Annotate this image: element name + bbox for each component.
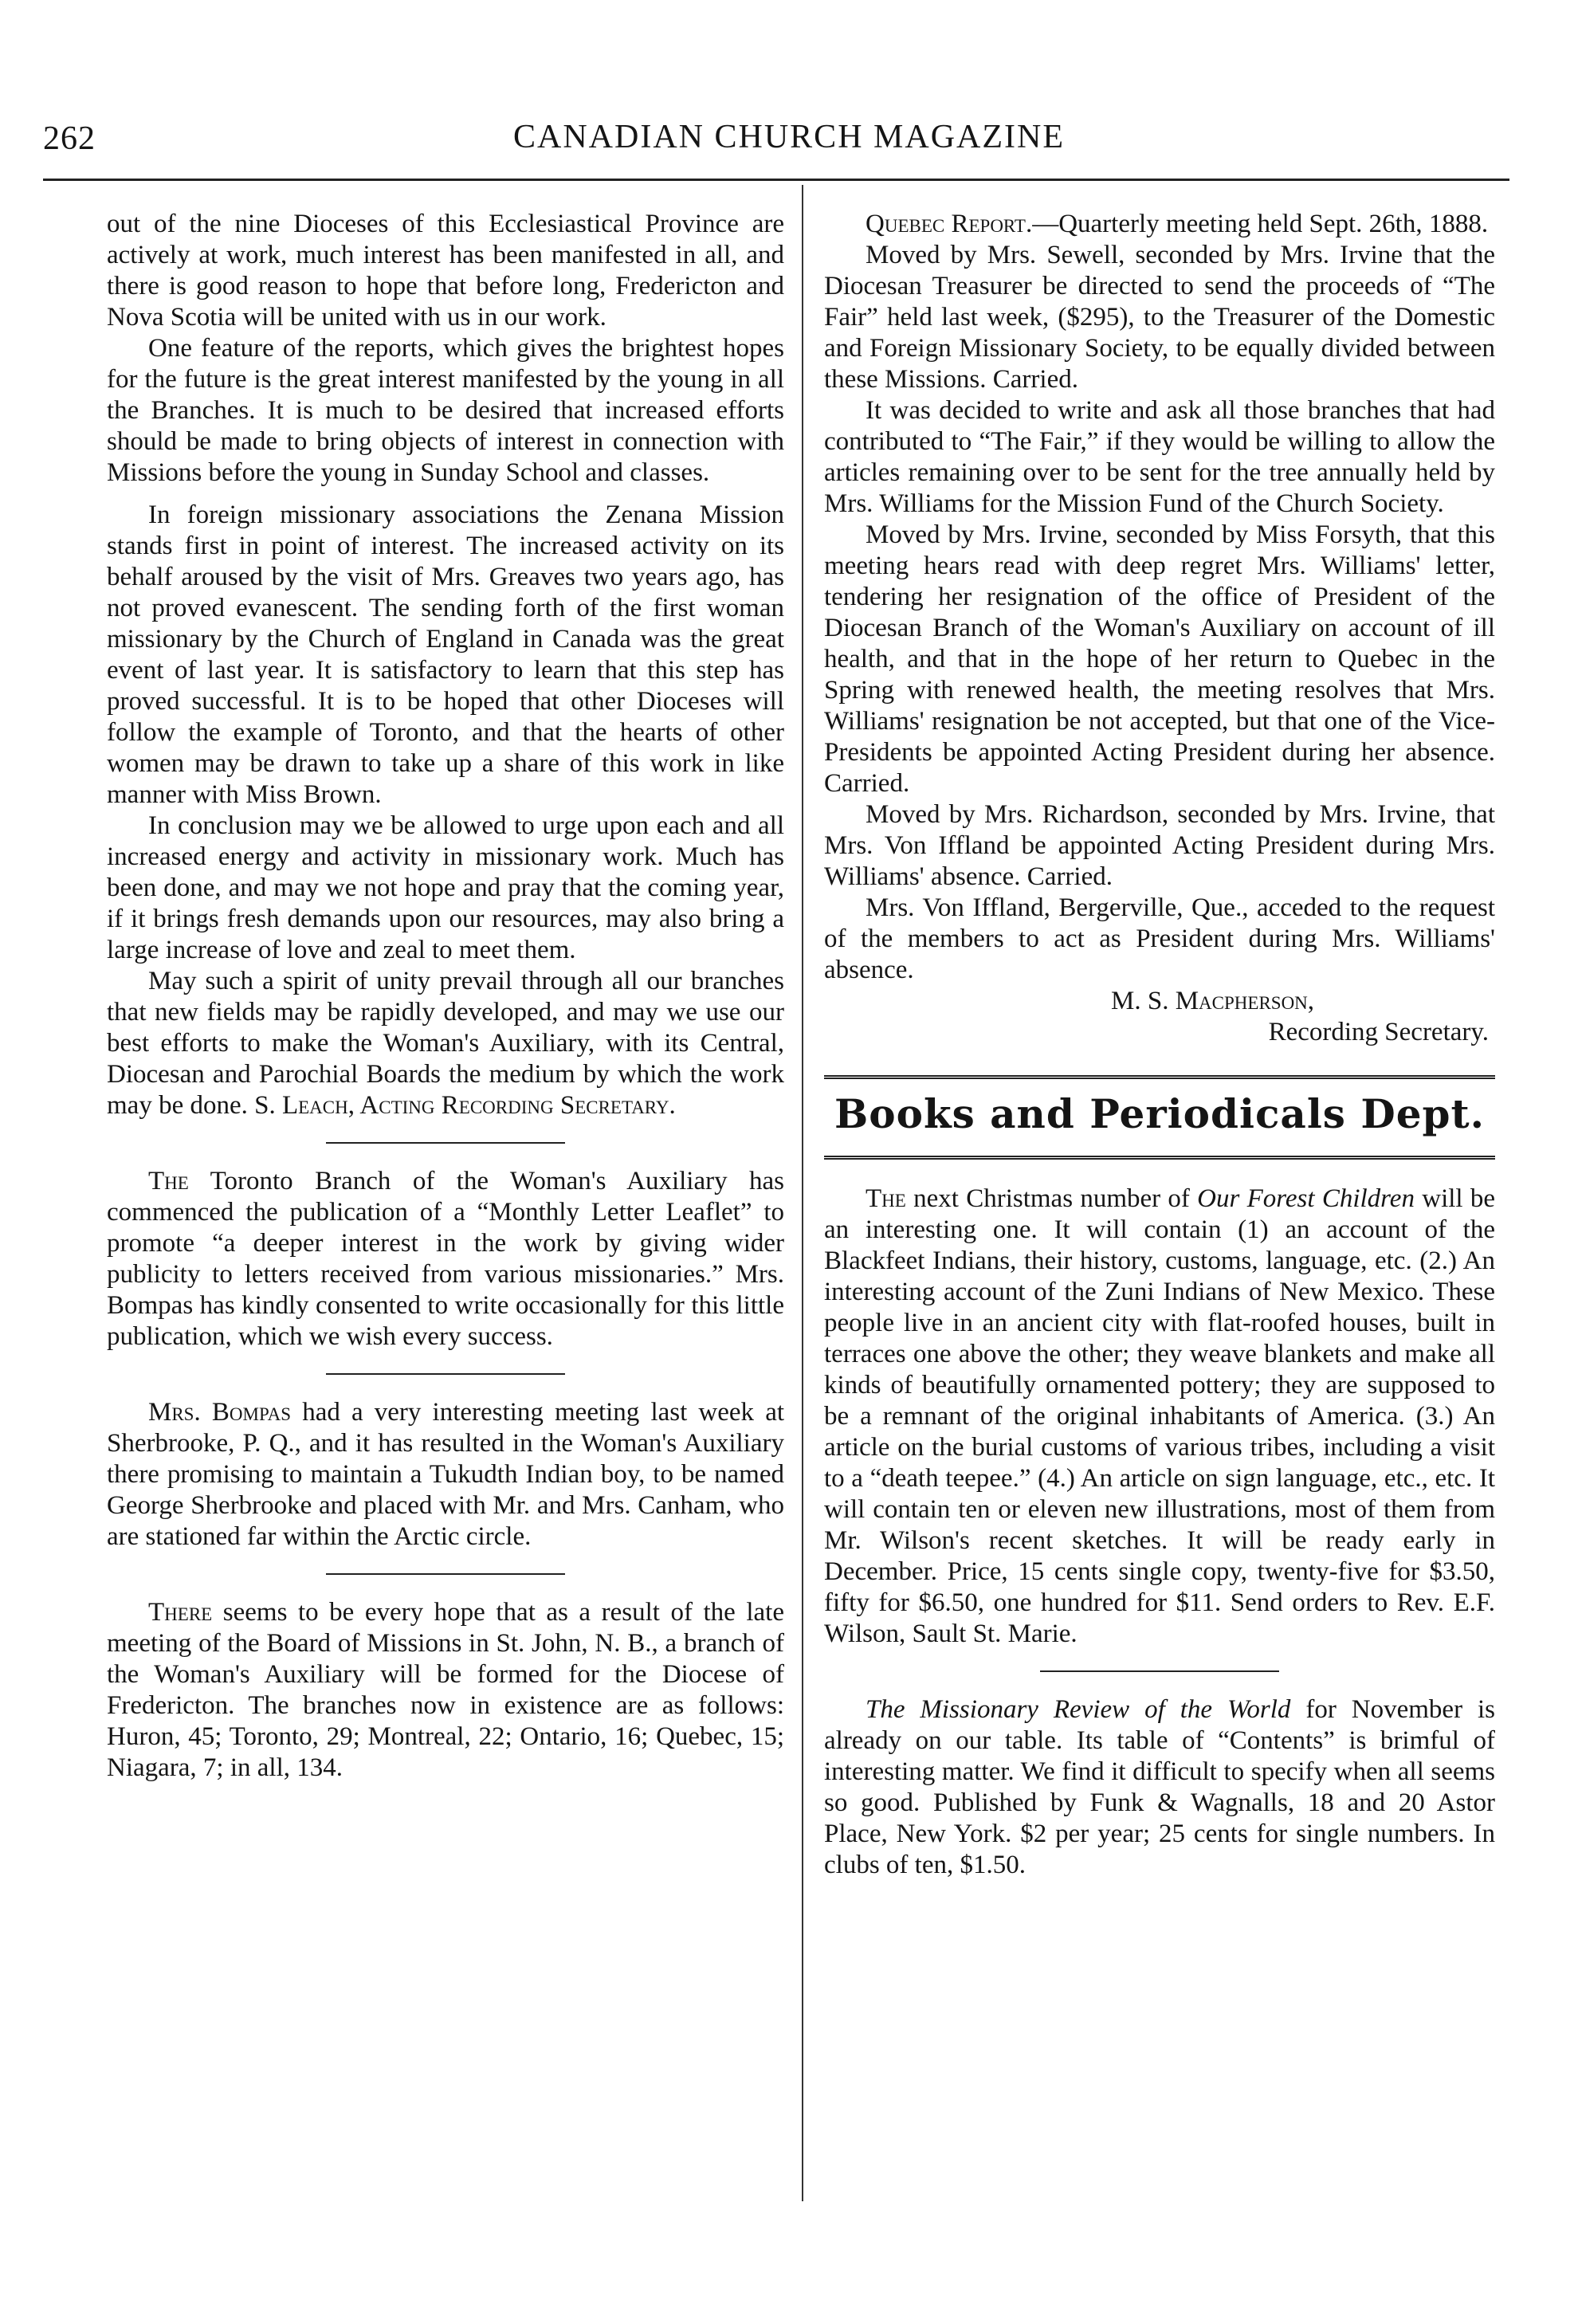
branches-text: seems to be every hope that as a result of the late meeting of the Board of Missions in St. John, N. B., a branch of the Woman's Auxiliary will be formed for the Diocese of Fredericton. The branches now in existence are as follows: Huron, 45; Toronto, 29; Montreal, 22; Ontario, 16; Quebec, 15; Niagara, 7; in all, 134.	[107, 1598, 785, 1782]
forest-text-b: will be an interesting one. It will contain (1) an account of the Blackfeet Indians, their history, customs, language, etc. (2.) An interesting account of the Zuni Indians of New Mexico. These people live in an ancient city with flat-roofed houses, built in terraces one above the other; they weave blankets and make all kinds of beautifully ornamented pottery; they are supposed to be a remnant of the original inhabitants of America. (3.) An article on the burial customs of various tribes, including a visit to a “death teepee.” (4.) An article on sign language, etc., etc. It will contain ten or eleven new illustrations, most of them from Mr. Wilson's recent sketches. It will be ready early in December. Price, 15 cents single copy, twenty-five for $3.50, fifty for $6.50, one hundred for $11. Send orders to Rev. E.F. Wilson, Sault St. Marie.	[824, 1184, 1495, 1648]
paragraph-acting-president: Moved by Mrs. Richardson, seconded by Mrs. Irvine, that Mrs. Von Iffland be appointed Acting President during Mrs. Williams' absence. Carried.	[824, 800, 1495, 891]
section-rule	[326, 1573, 565, 1575]
signature-title: Recording Secretary.	[1268, 1018, 1489, 1046]
unity-text: May such a spirit of unity prevail through all our branches that new fields may be rapidly developed, and may we use our best efforts to make the Woman's Auxiliary, with its Central, Diocesan and Parochial Boards the medium by which the work may be done.	[107, 967, 784, 1120]
running-head: CANADIAN CHURCH MAGAZINE	[513, 119, 1065, 155]
section-rule	[326, 1142, 565, 1144]
right-column	[824, 209, 1495, 1881]
forest-text-a: next Christmas number of	[913, 1184, 1190, 1213]
paragraph-bompas	[107, 1397, 784, 1553]
books-periodicals-heading: Books and Periodicals Dept.	[824, 1075, 1495, 1160]
lead-word: There	[148, 1598, 213, 1627]
signature-macpherson: M. S. Macpherson,	[1111, 987, 1315, 1015]
quebec-report-heading: Quebec Report.	[866, 210, 1033, 238]
quebec-report-date: —Quarterly meeting held Sept. 26th, 1888.	[1032, 210, 1489, 238]
paragraph-von-iffland: Mrs. Von Iffland, Bergerville, Que., acceded to the request of the members to act as President during Mrs. Williams' absence.	[824, 893, 1495, 984]
paragraph-motion-treasurer: Moved by Mrs. Sewell, seconded by Mrs. Irvine that the Diocesan Treasurer be directed to send the proceeds of “The Fair” held last week, ($295), to the Treasurer of the Domestic and Foreign Missionary Society, to be equally divided between these Missions. Carried.	[824, 241, 1495, 394]
paragraph-reports: One feature of the reports, which gives the brightest hopes for the future is the great interest manifested by the young in all the Branches. It is much to be desired that increased efforts should be made to bring objects of interest in connection with Missions before the young in Sunday School and classes.	[107, 334, 784, 487]
lead-word: Mrs. Bompas	[148, 1398, 292, 1427]
paragraph-dioceses: out of the nine Dioceses of this Ecclesiastical Province are actively at work, much interest has been manifested in all, and there is good reason to hope that before long, Fredericton and Nova Scotia will be united with us in our work.	[107, 210, 784, 332]
missionary-review-text: for November is already on our table. Its table of “Contents” is brimful of interesting matter. We find it difficult to specify when all seems so good. Published by Funk & Wagnalls, 18 and 20 Astor Place, New York. $2 per year; 25 cents for single numbers. In clubs of ten, $1.50.	[824, 1695, 1496, 1879]
section-rule	[326, 1373, 565, 1375]
paragraph-forest-children	[824, 1184, 1495, 1650]
paragraph-missionary-review	[824, 1694, 1495, 1881]
section-rule	[1040, 1670, 1279, 1672]
paragraph-branches	[107, 1597, 784, 1784]
paragraph-unity	[107, 966, 784, 1121]
header-rule	[43, 179, 1509, 181]
paragraph-zenana: In foreign missionary associations the Zenana Mission stands first in point of interest. The increased activity on its behalf aroused by the visit of Mrs. Greaves two years ago, has not proved evanescent. The sending forth of the first woman missionary by the Church of England in Canada was the great event of last year. It is satisfactory to learn that this step has proved successful. It is to be hoped that other Dioceses will follow the example of Toronto, and that the hearts of other women may be drawn to take up a share of this work in like manner with Miss Brown.	[107, 501, 784, 809]
page-number: 262	[43, 120, 96, 157]
lead-word: The	[148, 1167, 189, 1195]
paragraph-conclusion: In conclusion may we be allowed to urge upon each and all increased energy and activity in missionary work. Much has been done, and may we not hope and pray that the coming year, if it brings fresh demands upon our resources, may also bring a large increase of love and zeal to meet them.	[107, 811, 784, 964]
left-column	[107, 209, 784, 1784]
paragraph-resignation: Moved by Mrs. Irvine, seconded by Miss Forsyth, that this meeting hears read with deep regret Mrs. Williams' letter, tendering her resignation of the office of President of the Diocesan Branch of the Woman's Auxiliary on account of ill health, and that in the hope of her return to Quebec in the Spring with renewed health, the meeting resolves that Mrs. Williams' resignation be not accepted, but that one of the Vice-Presidents be appointed Acting President during her absence. Carried.	[824, 520, 1495, 798]
bompas-text: had a very interesting meeting last week at Sherbrooke, P. Q., and it has resulted in the Woman's Auxiliary there promising to maintain a Tukudth Indian boy, to be named George Sherbrooke and placed with Mr. and Mrs. Canham, who are stationed far within the Arctic circle.	[107, 1398, 785, 1551]
paragraph-the-fair: It was decided to write and ask all those branches that had contributed to “The Fair,” if they would be willing to allow the articles remaining over to be sent for the tree annually held by Mrs. Williams for the Mission Fund of the Church Society.	[824, 396, 1495, 518]
paragraph-quebec-report	[824, 209, 1495, 240]
toronto-text: Toronto Branch of the Woman's Auxiliary has commenced the publication of a “Monthly Letter Leaflet” to promote “a deeper interest in the work by giving wider publicity to letters received from various missionaries.” Mrs. Bompas has kindly consented to write occasionally for this little publication, which we wish every success.	[107, 1167, 785, 1351]
lead-word: The	[866, 1184, 906, 1213]
signature-leach: S. Leach, Acting Recording Secretary.	[254, 1091, 676, 1120]
paragraph-toronto-branch	[107, 1166, 784, 1352]
forest-children-title: Our Forest Children	[1197, 1184, 1415, 1213]
column-divider	[802, 185, 803, 2201]
missionary-review-title: The Missionary Review of the World	[866, 1695, 1291, 1724]
